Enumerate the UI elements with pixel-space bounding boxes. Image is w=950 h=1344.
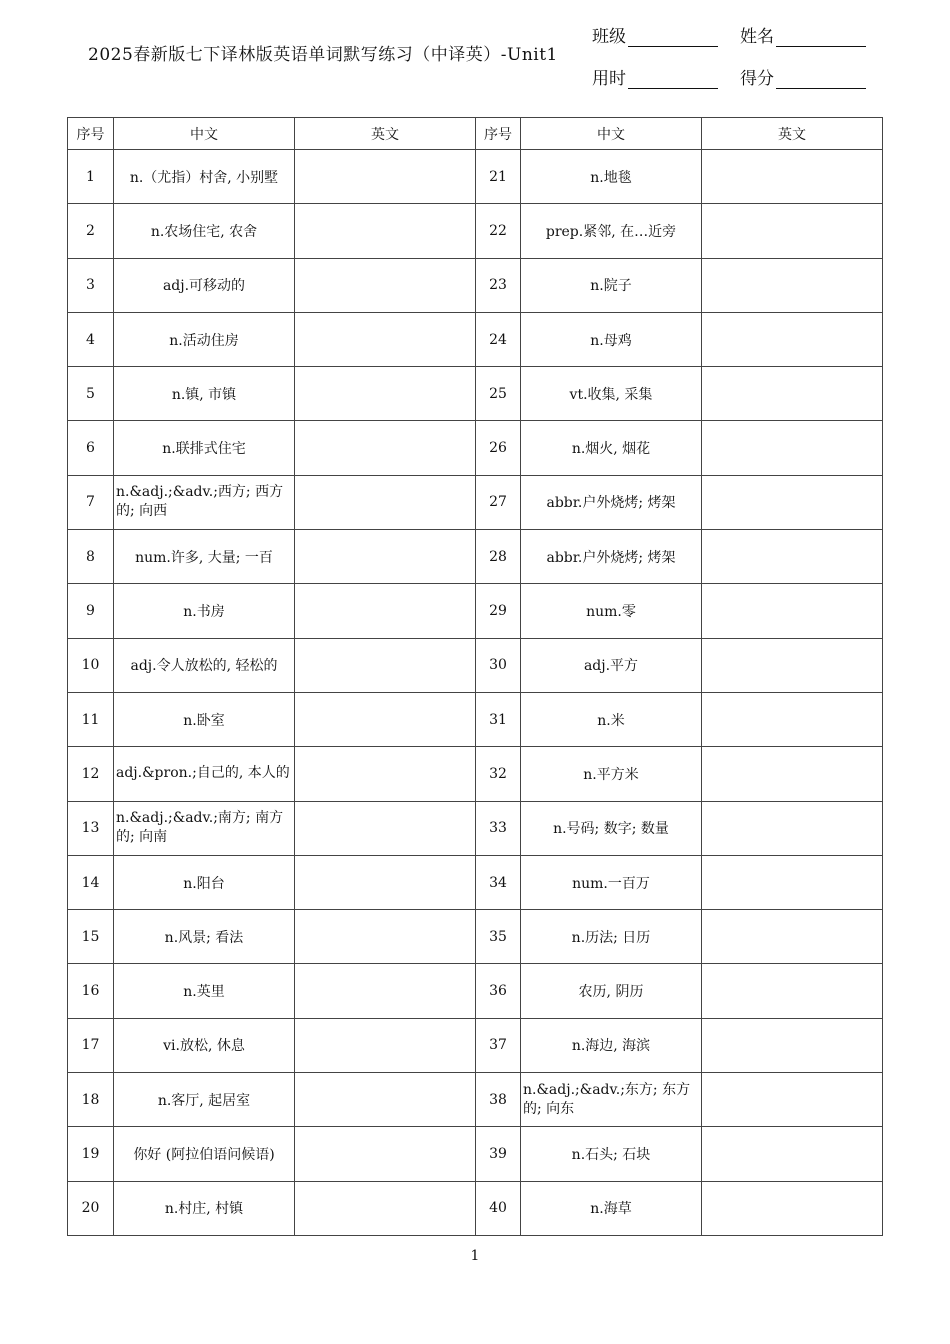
table-row	[68, 910, 883, 964]
table-row	[68, 530, 883, 584]
table-row	[68, 1181, 883, 1235]
chinese-cell: n.镇, 市镇	[114, 367, 295, 421]
row-number: 13	[68, 801, 114, 855]
english-answer-cell[interactable]	[295, 150, 476, 204]
english-answer-cell[interactable]	[702, 910, 883, 964]
chinese-cell: n.号码; 数字; 数量	[521, 801, 702, 855]
chinese-cell: abbr.户外烧烤; 烤架	[521, 530, 702, 584]
row-number: 20	[68, 1181, 114, 1235]
row-number: 17	[68, 1018, 114, 1072]
table-header-row	[68, 118, 883, 150]
english-answer-cell[interactable]	[295, 258, 476, 312]
table-row	[68, 367, 883, 421]
chinese-cell: n.院子	[521, 258, 702, 312]
chinese-cell: adj.平方	[521, 638, 702, 692]
english-answer-cell[interactable]	[702, 964, 883, 1018]
chinese-cell: n.&adj.;&adv.;南方; 南方的; 向南	[114, 801, 295, 855]
score-label: 得分	[740, 69, 774, 89]
english-answer-cell[interactable]	[295, 1181, 476, 1235]
row-number: 25	[476, 367, 521, 421]
english-answer-cell[interactable]	[295, 638, 476, 692]
english-answer-cell[interactable]	[295, 530, 476, 584]
column-header: 中文	[114, 118, 295, 150]
english-answer-cell[interactable]	[702, 1127, 883, 1181]
row-number: 40	[476, 1181, 521, 1235]
english-answer-cell[interactable]	[295, 801, 476, 855]
row-number: 22	[476, 204, 521, 258]
chinese-cell: n.米	[521, 692, 702, 746]
english-answer-cell[interactable]	[295, 584, 476, 638]
english-answer-cell[interactable]	[295, 421, 476, 475]
english-answer-cell[interactable]	[295, 747, 476, 801]
class-label: 班级	[592, 27, 626, 47]
english-answer-cell[interactable]	[702, 1018, 883, 1072]
table-row	[68, 1127, 883, 1181]
row-number: 6	[68, 421, 114, 475]
chinese-cell: n.（尤指）村舍, 小别墅	[114, 150, 295, 204]
row-number: 1	[68, 150, 114, 204]
table-row	[68, 747, 883, 801]
name-field	[740, 22, 866, 47]
chinese-cell: n.书房	[114, 584, 295, 638]
english-answer-cell[interactable]	[295, 692, 476, 746]
english-answer-cell[interactable]	[702, 801, 883, 855]
table-row	[68, 421, 883, 475]
column-header: 中文	[521, 118, 702, 150]
chinese-cell: n.联排式住宅	[114, 421, 295, 475]
row-number: 14	[68, 855, 114, 909]
chinese-cell: n.母鸡	[521, 312, 702, 366]
row-number: 21	[476, 150, 521, 204]
english-answer-cell[interactable]	[702, 692, 883, 746]
chinese-cell: n.村庄, 村镇	[114, 1181, 295, 1235]
row-number: 30	[476, 638, 521, 692]
row-number: 28	[476, 530, 521, 584]
english-answer-cell[interactable]	[702, 530, 883, 584]
table-row	[68, 1073, 883, 1127]
row-number: 19	[68, 1127, 114, 1181]
row-number: 34	[476, 855, 521, 909]
chinese-cell: n.活动住房	[114, 312, 295, 366]
page-number: 1	[470, 1248, 480, 1264]
row-number: 2	[68, 204, 114, 258]
time-field	[592, 64, 718, 89]
english-answer-cell[interactable]	[702, 421, 883, 475]
english-answer-cell[interactable]	[702, 584, 883, 638]
english-answer-cell[interactable]	[702, 367, 883, 421]
english-answer-cell[interactable]	[295, 312, 476, 366]
row-number: 32	[476, 747, 521, 801]
row-number: 24	[476, 312, 521, 366]
table-row	[68, 312, 883, 366]
english-answer-cell[interactable]	[295, 855, 476, 909]
column-header: 序号	[68, 118, 114, 150]
score-blank[interactable]	[776, 72, 866, 89]
chinese-cell: adj.可移动的	[114, 258, 295, 312]
time-blank[interactable]	[628, 72, 718, 89]
chinese-cell: num.一百万	[521, 855, 702, 909]
class-blank[interactable]	[628, 30, 718, 47]
chinese-cell: n.风景; 看法	[114, 910, 295, 964]
row-number: 39	[476, 1127, 521, 1181]
chinese-cell: n.&adj.;&adv.;西方; 西方的; 向西	[114, 475, 295, 529]
english-answer-cell[interactable]	[295, 1127, 476, 1181]
name-blank[interactable]	[776, 30, 866, 47]
english-answer-cell[interactable]	[295, 475, 476, 529]
chinese-cell: n.海边, 海滨	[521, 1018, 702, 1072]
row-number: 33	[476, 801, 521, 855]
row-number: 5	[68, 367, 114, 421]
chinese-cell: n.阳台	[114, 855, 295, 909]
row-number: 4	[68, 312, 114, 366]
chinese-cell: n.农场住宅, 农舍	[114, 204, 295, 258]
row-number: 10	[68, 638, 114, 692]
english-answer-cell[interactable]	[702, 150, 883, 204]
chinese-cell: prep.紧邻, 在…近旁	[521, 204, 702, 258]
table-row	[68, 692, 883, 746]
table-row	[68, 258, 883, 312]
row-number: 29	[476, 584, 521, 638]
english-answer-cell[interactable]	[702, 747, 883, 801]
chinese-cell: n.卧室	[114, 692, 295, 746]
row-number: 36	[476, 964, 521, 1018]
page-title: 2025春新版七下译林版英语单词默写练习（中译英）-Unit1	[88, 45, 558, 65]
row-number: 26	[476, 421, 521, 475]
chinese-cell: abbr.户外烧烤; 烤架	[521, 475, 702, 529]
english-answer-cell[interactable]	[702, 1181, 883, 1235]
row-number: 38	[476, 1073, 521, 1127]
chinese-cell: n.客厅, 起居室	[114, 1073, 295, 1127]
table-row	[68, 584, 883, 638]
column-header: 英文	[702, 118, 883, 150]
row-number: 12	[68, 747, 114, 801]
english-answer-cell[interactable]	[295, 367, 476, 421]
english-answer-cell[interactable]	[295, 910, 476, 964]
row-number: 8	[68, 530, 114, 584]
chinese-cell: n.英里	[114, 964, 295, 1018]
row-number: 35	[476, 910, 521, 964]
table-row	[68, 964, 883, 1018]
table-row	[68, 855, 883, 909]
name-label: 姓名	[740, 27, 774, 47]
table-row	[68, 150, 883, 204]
class-field	[592, 22, 718, 47]
chinese-cell: vt.收集, 采集	[521, 367, 702, 421]
row-number: 18	[68, 1073, 114, 1127]
row-number: 9	[68, 584, 114, 638]
english-answer-cell[interactable]	[702, 638, 883, 692]
table-row	[68, 1018, 883, 1072]
score-field	[740, 64, 866, 89]
english-answer-cell[interactable]	[702, 1073, 883, 1127]
row-number: 16	[68, 964, 114, 1018]
english-answer-cell[interactable]	[295, 964, 476, 1018]
vocab-table	[67, 117, 883, 1236]
english-answer-cell[interactable]	[702, 258, 883, 312]
table-row	[68, 638, 883, 692]
table-row	[68, 801, 883, 855]
chinese-cell: n.平方米	[521, 747, 702, 801]
chinese-cell: 你好 (阿拉伯语问候语)	[114, 1127, 295, 1181]
row-number: 23	[476, 258, 521, 312]
english-answer-cell[interactable]	[295, 1018, 476, 1072]
row-number: 31	[476, 692, 521, 746]
english-answer-cell[interactable]	[702, 855, 883, 909]
time-label: 用时	[592, 69, 626, 89]
english-answer-cell[interactable]	[295, 1073, 476, 1127]
table-row	[68, 475, 883, 529]
chinese-cell: vi.放松, 休息	[114, 1018, 295, 1072]
chinese-cell: n.地毯	[521, 150, 702, 204]
row-number: 37	[476, 1018, 521, 1072]
english-answer-cell[interactable]	[295, 204, 476, 258]
chinese-cell: 农历, 阴历	[521, 964, 702, 1018]
chinese-cell: n.石头; 石块	[521, 1127, 702, 1181]
row-number: 15	[68, 910, 114, 964]
chinese-cell: n.烟火, 烟花	[521, 421, 702, 475]
english-answer-cell[interactable]	[702, 312, 883, 366]
table-row	[68, 204, 883, 258]
chinese-cell: num.许多, 大量; 一百	[114, 530, 295, 584]
english-answer-cell[interactable]	[702, 204, 883, 258]
row-number: 3	[68, 258, 114, 312]
chinese-cell: n.历法; 日历	[521, 910, 702, 964]
row-number: 27	[476, 475, 521, 529]
chinese-cell: num.零	[521, 584, 702, 638]
row-number: 7	[68, 475, 114, 529]
column-header: 英文	[295, 118, 476, 150]
row-number: 11	[68, 692, 114, 746]
chinese-cell: n.海草	[521, 1181, 702, 1235]
chinese-cell: adj.&pron.;自己的, 本人的	[114, 747, 295, 801]
chinese-cell: n.&adj.;&adv.;东方; 东方的; 向东	[521, 1073, 702, 1127]
chinese-cell: adj.令人放松的, 轻松的	[114, 638, 295, 692]
english-answer-cell[interactable]	[702, 475, 883, 529]
column-header: 序号	[476, 118, 521, 150]
